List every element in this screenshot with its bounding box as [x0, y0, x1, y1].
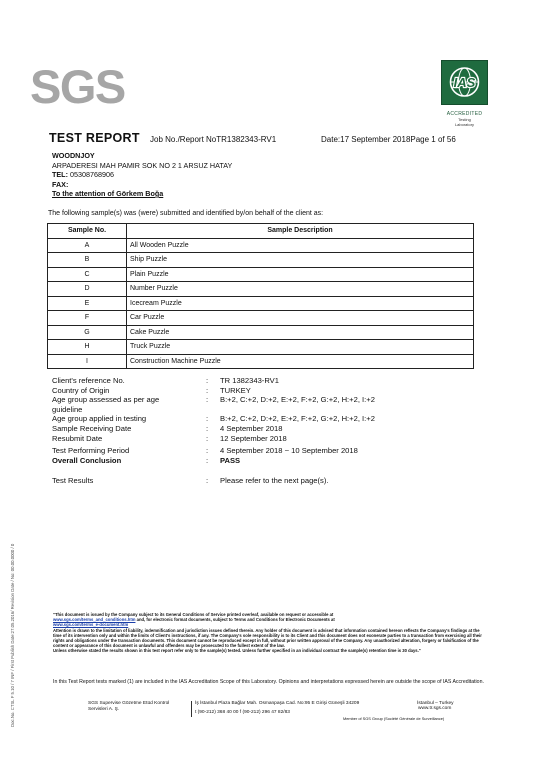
info-value: TURKEY	[220, 385, 251, 395]
sample-no-cell: H	[48, 340, 127, 355]
table-row	[48, 238, 474, 253]
laboratory-label: Laboratory	[454, 122, 475, 127]
table-row	[48, 340, 474, 355]
info-value: B:+2, C:+2, D:+2, E:+2, F:+2, G:+2, H:+2, I:+2	[220, 414, 375, 424]
info-value: PASS	[220, 455, 241, 465]
fine-print-retention: Unless otherwise stated the results shown in this test report refer only to the sample(s) tested. Unless further specified in an individual contract the sample(s) retention time is 30 days."	[53, 648, 421, 654]
testing-label: Testing	[458, 117, 471, 122]
footer-divider	[191, 701, 192, 717]
sample-no-cell: E	[48, 296, 127, 311]
info-label: Age group assessed as per age	[52, 395, 160, 405]
info-value: Please refer to the next page(s).	[220, 476, 329, 486]
info-row-clients-reference: Client's reference No. : TR 1382343-RV1	[52, 376, 279, 385]
sample-no-cell: F	[48, 311, 127, 326]
terms-e-document-link[interactable]: www.sgs.com/terms_e-document.htm	[53, 622, 129, 628]
info-value: B:+2, C:+2, D:+2, E:+2, F:+2, G:+2, H:+2, I:+2	[220, 395, 375, 405]
sample-description-cell: Icecream Puzzle	[127, 296, 474, 311]
sample-description-cell: Construction Machine Puzzle	[127, 354, 474, 369]
table-row	[48, 253, 474, 268]
info-label: Test Results	[52, 476, 94, 486]
info-value: 4 September 2018	[220, 423, 283, 433]
ias-accreditation-mark	[441, 60, 488, 128]
info-label: Test Performing Period	[52, 446, 130, 456]
sample-description-cell: Plain Puzzle	[127, 267, 474, 282]
info-row-test-results: Test Results : Please refer to the next page(s).	[52, 476, 329, 486]
side-document-note: Doc.No. CTSL F 5.10 / 7 INF / First Publish Date:27.05.2016/ Revision Date / No: 00.00.0000 / 0	[10, 543, 15, 727]
sample-no-cell: B	[48, 253, 127, 268]
info-value: 4 September 2018 ~ 10 September 2018	[220, 446, 358, 456]
info-value: TR 1382343-RV1	[220, 376, 279, 385]
info-row-test-performing-period: Test Performing Period : 4 September 2018 ~ 10 September 2018	[52, 446, 358, 456]
sample-description-cell: Number Puzzle	[127, 282, 474, 297]
footer-address: İş İstanbul Plaza Bağlar Mah. Osmanpaşa Cad. No:95 E Girişi Güneşli 34209	[195, 701, 360, 706]
accredited-label: ACCREDITED	[446, 111, 483, 117]
fine-print: "This document is issued by the Company subject to its General Conditions of Service printed overleaf, available on request or accessible at www.sgs.com/terms_and_conditions.htm and, for electronic format documents, subject to Terms and Conditions for Electronic Documents at www.sgs.com/terms_e-document.htm Attention is drawn to the limitation of liability, indemnification and jurisdiction issues defined therein. Any holder of this document is advised that information contained hereon reflects the Company's findings at the time of its intervention only and within the limits of Client's instructions, if any. The Company's sole responsibility is to its Client and this document does not exonerate parties to a transaction from exercising all their rights and obligations under the transaction documents. This document cannot be reproduced except in full, without prior written approval of the Company. Any unauthorized alteration, forgery or falsification of the content or appearance of this document is unlawful and offenders may be prosecuted to the fullest extent of the law. Unless otherwise stated the results shown in this test report refer only to the sample(s) tested. Unless further specified in an individual contract the sample(s) retention time is 30 days."	[53, 612, 485, 654]
footer-city: İstanbul – Turkey	[417, 701, 454, 706]
col-sample-no: Sample No.	[48, 224, 127, 239]
info-label: Overall Conclusion	[52, 455, 122, 465]
report-info-section	[52, 376, 492, 486]
intro-text: The following sample(s) was (were) submitted and identified by/on behalf of the client as:	[48, 210, 324, 217]
client-address: ARPADERESI MAH PAMIR SOK NO 2 1 ARSUZ HATAY	[52, 160, 233, 170]
footer-company: SGS Supervise Gözetme Etüd Kontrol Servisleri A. Ş.	[88, 701, 170, 712]
client-fax-label: FAX:	[52, 179, 69, 189]
info-row-age-group-applied: Age group applied in testing : B:+2, C:+2, D:+2, E:+2, F:+2, G:+2, H:+2, I:+2	[52, 414, 375, 424]
client-tel-value: 05308768906	[69, 170, 114, 179]
page-footer	[88, 701, 488, 725]
footer-website[interactable]: www.tr.sgs.com	[418, 706, 452, 711]
sgs-logo-text: SGS	[30, 60, 125, 113]
svg-text:IAS: IAS	[453, 75, 476, 90]
footer-member-note: Member of SGS Group (Société Générale de Surveillance)	[343, 716, 445, 721]
sample-no-cell: D	[48, 282, 127, 297]
info-row-age-group-assessed: Age group assessed as per age : B:+2, C:+2, D:+2, E:+2, F:+2, G:+2, H:+2, I:+2	[52, 395, 375, 405]
info-row-country-of-origin: Country of Origin : TURKEY	[52, 385, 251, 395]
client-tel-label: TEL:	[52, 170, 68, 179]
info-label: Sample Receiving Date	[52, 423, 132, 433]
info-value: 12 September 2018	[220, 433, 287, 443]
col-sample-description: Sample Description	[127, 224, 474, 239]
ias-logo-icon	[441, 60, 488, 105]
table-row	[48, 354, 474, 369]
sgs-logo	[30, 60, 125, 113]
info-label: Resubmit Date	[52, 433, 103, 443]
samples-table	[47, 223, 474, 369]
sample-description-cell: Truck Puzzle	[127, 340, 474, 355]
sample-description-cell: Ship Puzzle	[127, 253, 474, 268]
table-row	[48, 311, 474, 326]
client-attention: To the attention of Görkem Boğa	[52, 189, 164, 198]
client-name: WOODNJOY	[52, 151, 95, 160]
footer-phones: t (90-212) 368 40 00 f (90-212) 296 47 82/83	[195, 710, 290, 715]
table-row	[48, 296, 474, 311]
info-row-sample-receiving-date: Sample Receiving Date : 4 September 2018	[52, 423, 283, 433]
sample-no-cell: G	[48, 325, 127, 340]
info-row-age-group-assessed-cont	[52, 405, 492, 415]
info-label: Age group applied in testing	[52, 414, 147, 424]
sample-description-cell: Car Puzzle	[127, 311, 474, 326]
terms-link[interactable]: www.sgs.com/terms_and_conditions.htm	[53, 617, 136, 623]
client-block	[52, 151, 232, 199]
fine-print-attention: Attention is drawn to the limitation of liability, indemnification and jurisdiction issues defined therein. Any holder of this document is advised that information contained hereon reflects the Company's findings at the time of its intervention only and within the limits of Client's instructions, if any. The Company's sole responsibility is to its Client and this document does not exonerate parties to a transaction from exercising all their rights and obligations under the transaction documents. This document cannot be reproduced except in full, without prior written approval of the Company. Any unauthorized alteration, forgery or falsification of the content or appearance of this document is unlawful and offenders may be prosecuted to the fullest extent of the law.	[53, 627, 482, 649]
report-date-page: Date:17 September 2018Page 1 of 56	[321, 135, 456, 144]
sample-no-cell: A	[48, 238, 127, 253]
report-title-row	[49, 131, 469, 147]
sample-no-cell: C	[48, 267, 127, 282]
table-row	[48, 267, 474, 282]
info-label: Client's reference No.	[52, 376, 125, 385]
table-row	[48, 282, 474, 297]
report-title: TEST REPORT	[49, 131, 140, 145]
sample-description-cell: All Wooden Puzzle	[127, 238, 474, 253]
sample-description-cell: Cake Puzzle	[127, 325, 474, 340]
ias-scope-note: In this Test Report tests marked (1) are included in the IAS Accreditation Scope of this Laboratory. Opinions and interpretations expressed herein are outside the scope of IAS Accreditation.	[53, 679, 484, 685]
info-label: guideline	[52, 404, 83, 414]
info-row-resubmit-date: Resubmit Date : 12 September 2018	[52, 433, 287, 443]
report-job-number: Job No./Report NoTR1382343-RV1	[150, 135, 277, 144]
sample-no-cell: I	[48, 354, 127, 369]
info-label: Country of Origin	[52, 385, 110, 395]
table-header-row	[48, 224, 474, 239]
table-row	[48, 325, 474, 340]
info-row-overall-conclusion: Overall Conclusion : PASS	[52, 455, 241, 465]
